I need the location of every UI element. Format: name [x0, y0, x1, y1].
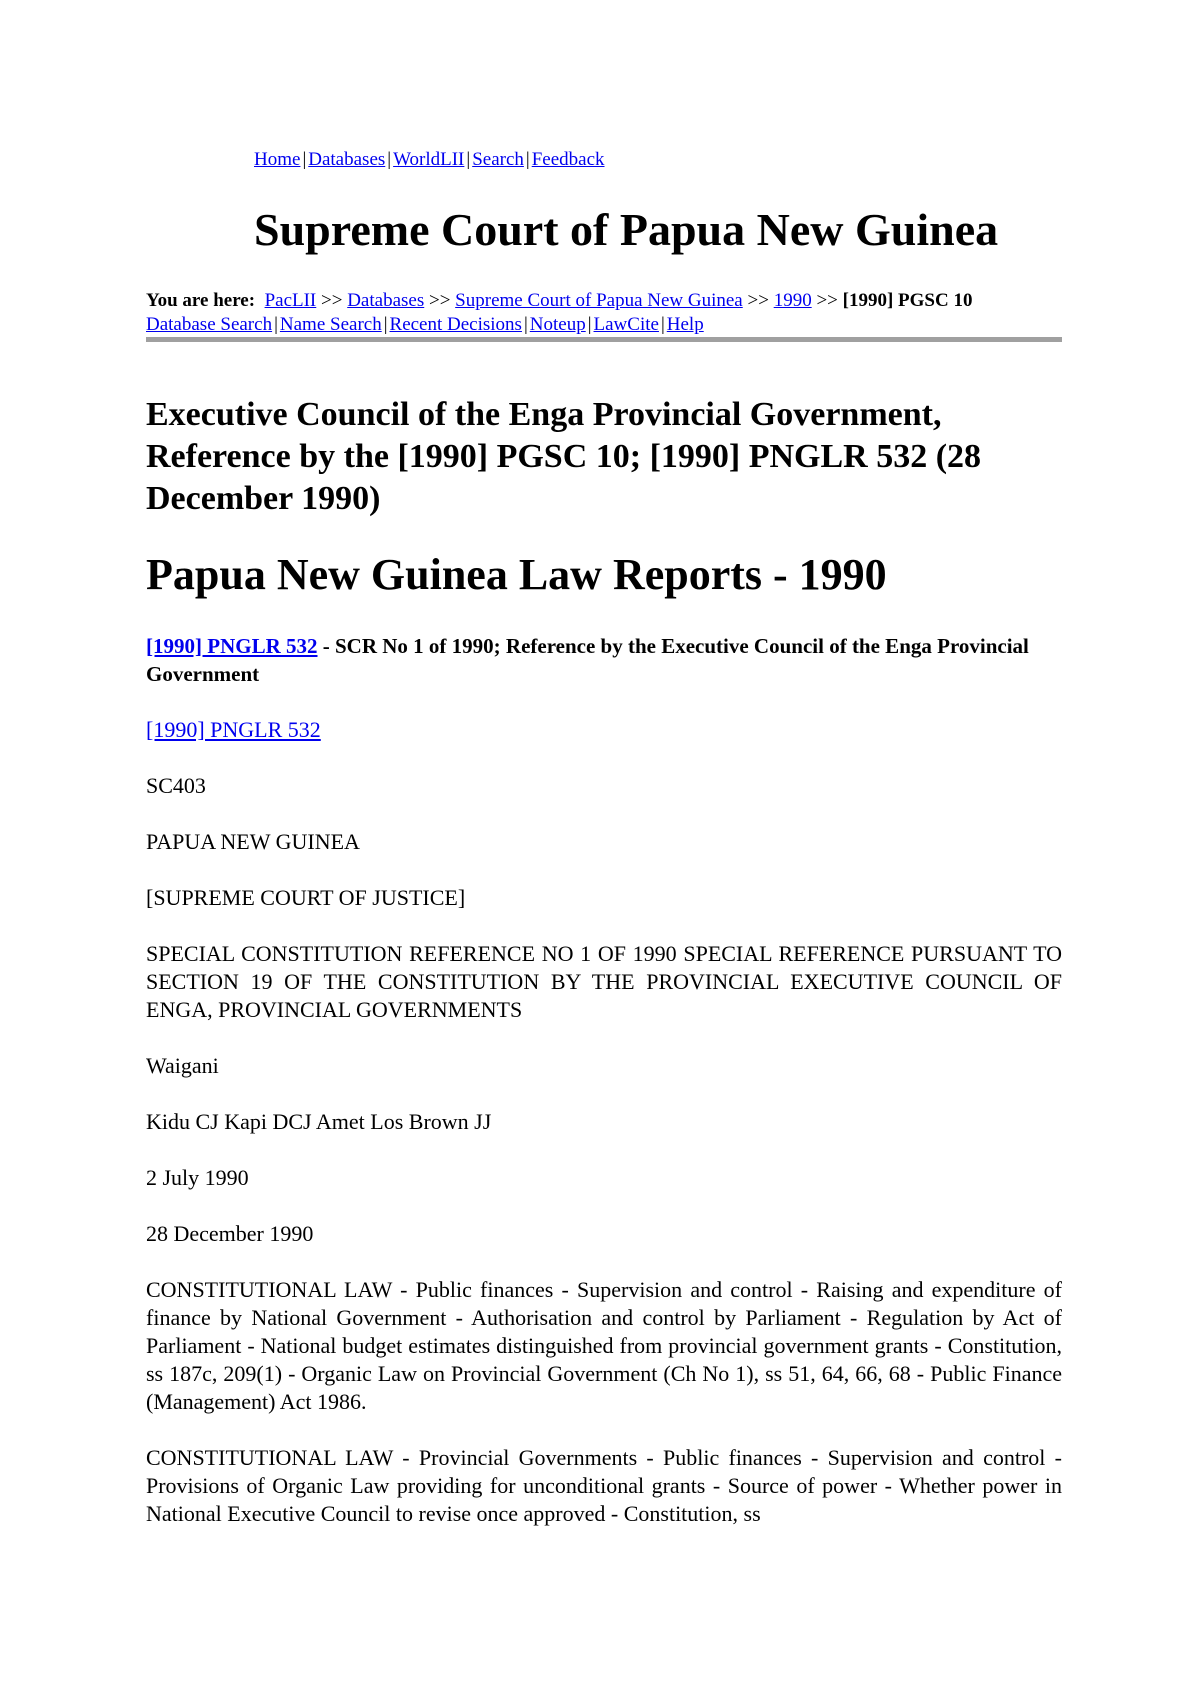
citation-line [146, 632, 1062, 688]
nav-separator: | [660, 314, 665, 335]
breadcrumb-paclii-link[interactable]: PacLII [264, 290, 317, 311]
sub-nav [146, 313, 1062, 342]
reference-title: SPECIAL CONSTITUTION REFERENCE NO 1 OF 1990 SPECIAL REFERENCE PURSUANT TO SECTION 19 OF THE CONSTITUTION BY THE PROVINCIAL EXECUTIVE COUNCIL OF ENGA, PROVINCIAL GOVERNMENTS [146, 941, 1062, 1022]
location: Waigani [146, 1053, 219, 1078]
body-citation-link[interactable]: [1990] PNGLR 532 [146, 717, 321, 742]
case-number: SC403 [146, 773, 206, 798]
nav-separator: | [302, 149, 307, 170]
date-heard: 2 July 1990 [146, 1165, 249, 1190]
breadcrumb-label: You are here: [146, 290, 256, 311]
nav-feedback-link[interactable]: Feedback [531, 149, 605, 170]
nav-separator: | [523, 314, 528, 335]
court-name: [SUPREME COURT OF JUSTICE] [146, 885, 466, 910]
breadcrumb-court-link[interactable]: Supreme Court of Papua New Guinea [455, 290, 743, 311]
help-link[interactable]: Help [666, 314, 704, 335]
country: PAPUA NEW GUINEA [146, 829, 360, 854]
lawcite-link[interactable]: LawCite [593, 314, 659, 335]
document-title: Executive Council of the Enga Provincial Government, Reference by the [1990] PGSC 10; [1990] PNGLR 532 (28 December 1990) [146, 396, 982, 517]
breadcrumb-arrow: >> [321, 290, 343, 311]
recent-decisions-link[interactable]: Recent Decisions [389, 314, 522, 335]
nav-separator: | [383, 314, 388, 335]
database-search-link[interactable]: Database Search [146, 314, 273, 335]
nav-separator: | [466, 149, 471, 170]
nav-databases-link[interactable]: Databases [308, 149, 386, 170]
nav-separator: | [587, 314, 592, 335]
date-decided: 28 December 1990 [146, 1221, 314, 1246]
nav-worldlii-link[interactable]: WorldLII [393, 149, 465, 170]
breadcrumb-year-link[interactable]: 1990 [773, 290, 812, 311]
nav-home-link[interactable]: Home [254, 149, 301, 170]
breadcrumb-databases-link[interactable]: Databases [347, 290, 425, 311]
nav-search-link[interactable]: Search [472, 149, 524, 170]
breadcrumb-current: [1990] PGSC 10 [842, 290, 973, 311]
nav-separator: | [274, 314, 278, 335]
nav-separator: | [387, 149, 392, 170]
citation-text: - SCR No 1 of 1990; Reference by the Executive Council of the Enga Provincial Government [146, 634, 1029, 686]
name-search-link[interactable]: Name Search [279, 314, 382, 335]
judgment-body [146, 716, 1062, 1556]
headnote-paragraph: CONSTITUTIONAL LAW - Public finances - Supervision and control - Raising and expenditure of finance by National Government - Authorisation and control by Parliament - Regulation by Act of Parliament - National budget estimates distinguished from provincial government grants - Constitution, ss 187c, 209(1) - Organic Law on Provincial Government (Ch No 1), ss 51, 64, 66, 68 - Public Finance (Management) Act 1986. [146, 1277, 1062, 1414]
headnote-paragraph: CONSTITUTIONAL LAW - Provincial Governments - Public finances - Supervision and control - Provisions of Organic Law providing for unconditional grants - Source of power - Whether power in National Executive Council to revise once approved - Constitution, ss [146, 1445, 1062, 1526]
breadcrumb-arrow: >> [747, 290, 769, 311]
top-nav [254, 148, 605, 172]
nav-separator: | [525, 149, 530, 170]
judges: Kidu CJ Kapi DCJ Amet Los Brown JJ [146, 1109, 492, 1134]
breadcrumb-arrow: >> [428, 290, 451, 311]
law-reports-heading: Papua New Guinea Law Reports - 1990 [146, 550, 887, 599]
breadcrumb-arrow: >> [816, 290, 838, 311]
citation-link[interactable]: [1990] PNGLR 532 [146, 634, 318, 658]
court-title: Supreme Court of Papua New Guinea [254, 204, 999, 255]
noteup-link[interactable]: Noteup [529, 314, 586, 335]
breadcrumb [146, 289, 1062, 313]
